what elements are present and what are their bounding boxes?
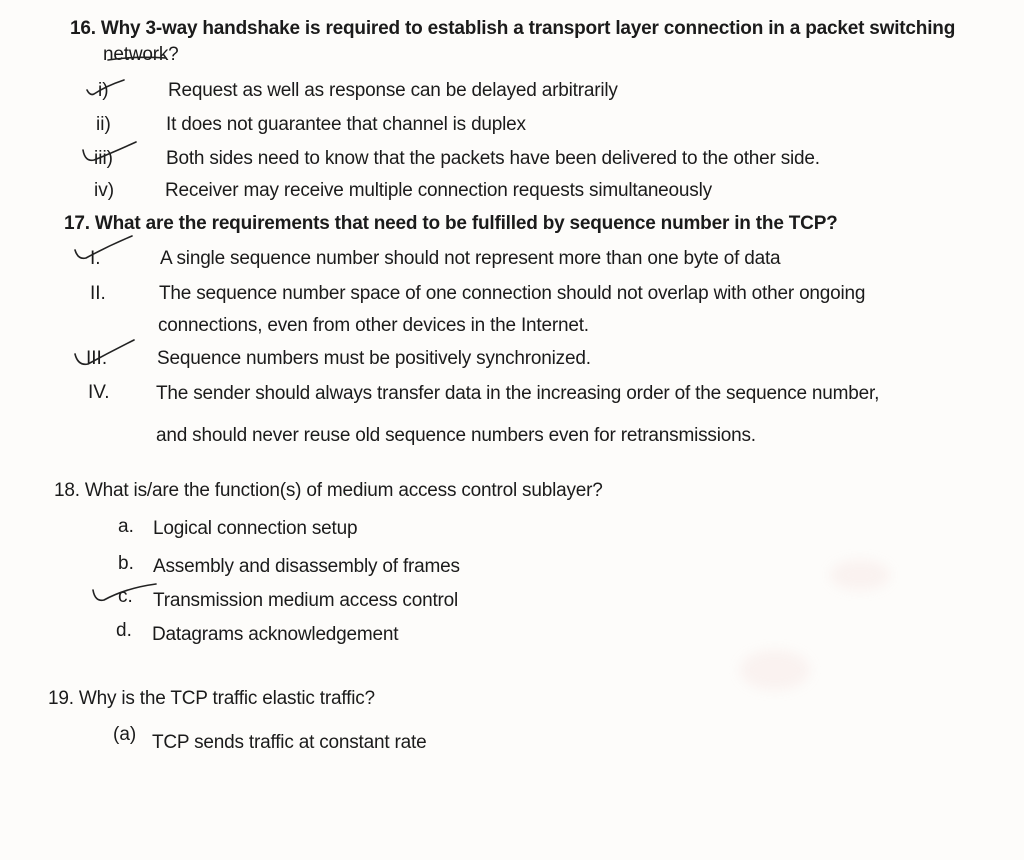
option-label: b.	[118, 553, 134, 574]
question-18	[54, 480, 603, 502]
question-number: 18.	[54, 480, 80, 501]
question-number: 17.	[64, 213, 90, 234]
option-text: Datagrams acknowledgement	[152, 624, 399, 645]
handwritten-tick-icon	[72, 232, 136, 266]
option-label: a.	[118, 516, 134, 537]
option-text: The sender should always transfer data in the increasing order of the sequence number,	[156, 383, 880, 404]
question-text: What is/are the function(s) of medium access control sublayer?	[84, 480, 603, 501]
question-text: Why is the TCP traffic elastic traffic?	[78, 688, 375, 709]
question-number: 19.	[48, 688, 74, 709]
option-label: IV.	[88, 382, 110, 403]
question-17	[64, 213, 838, 235]
option-text: Transmission medium access control	[153, 590, 459, 611]
option-label: iii)	[94, 148, 113, 169]
option-label: (a)	[113, 724, 137, 745]
paper-smudge	[830, 560, 890, 590]
option-label: II.	[90, 283, 106, 304]
question-number: 16.	[70, 18, 96, 39]
question-text: What are the requirements that need to be fulfilled by sequence number in the TCP?	[94, 213, 838, 234]
option-text: Request as well as response can be delayed arbitrarily	[168, 80, 618, 101]
option-text: Sequence numbers must be positively synchronized.	[157, 348, 591, 369]
option-text: It does not guarantee that channel is duplex	[166, 114, 526, 135]
option-text: TCP sends traffic at constant rate	[152, 732, 427, 753]
option-text: The sequence number space of one connection should not overlap with other ongoing	[159, 283, 866, 304]
option-text: Assembly and disassembly of frames	[153, 556, 460, 577]
option-text-continued: connections, even from other devices in the Internet.	[158, 315, 589, 336]
paper-smudge	[740, 650, 810, 690]
option-label: iv)	[94, 180, 115, 201]
option-text-continued: and should never reuse old sequence numbers even for retransmissions.	[156, 425, 756, 446]
option-label: I.	[90, 248, 101, 269]
option-text: Both sides need to know that the packets have been delivered to the other side.	[166, 148, 820, 169]
option-text: A single sequence number should not represent more than one byte of data	[160, 248, 781, 269]
option-label: d.	[116, 620, 132, 641]
option-text: Logical connection setup	[153, 518, 358, 539]
question-text: Why 3-way handshake is required to establish a transport layer connection in a packet switching	[100, 18, 956, 39]
option-label: c.	[118, 586, 133, 607]
option-label: i)	[98, 80, 109, 101]
option-label: ii)	[96, 114, 111, 135]
question-text-continued: network?	[103, 44, 179, 65]
option-text: Receiver may receive multiple connection requests simultaneously	[165, 180, 712, 201]
question-16	[70, 18, 955, 40]
question-19	[48, 688, 375, 710]
option-label: III.	[86, 348, 108, 369]
